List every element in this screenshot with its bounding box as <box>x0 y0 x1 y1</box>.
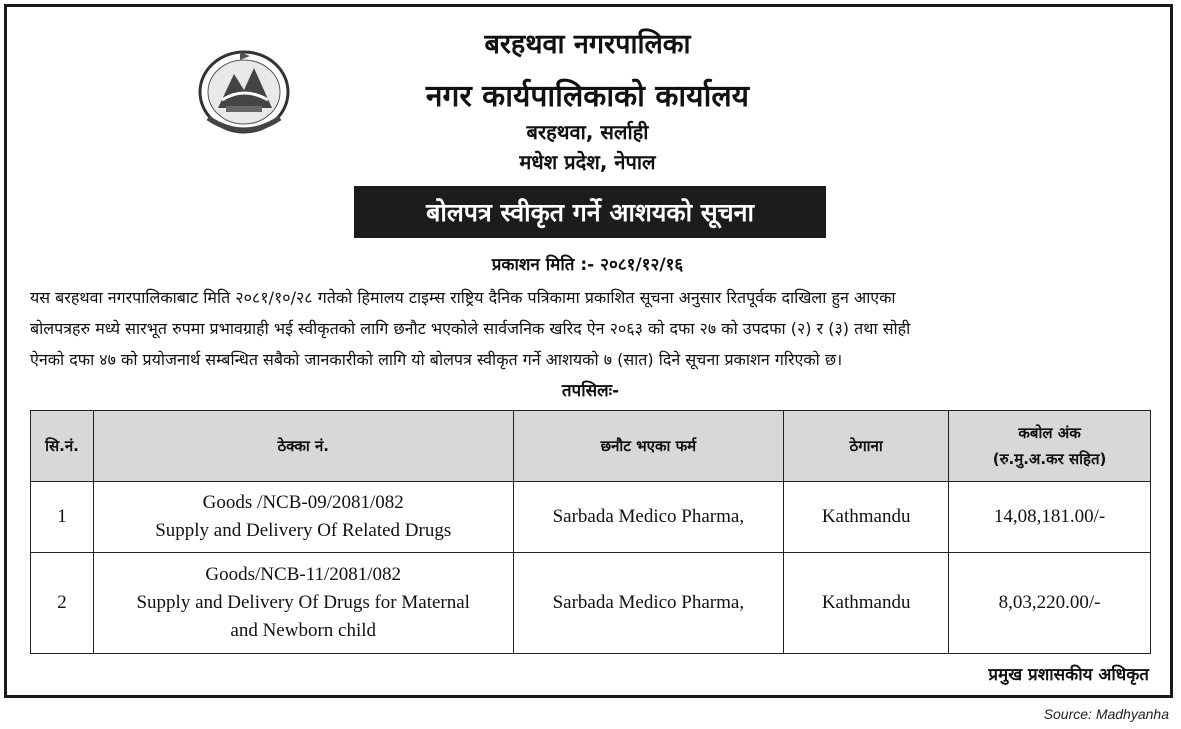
publication-date: प्रकाशन मिति :- २०८१/१२/१६ <box>491 255 684 275</box>
award-table <box>30 410 1151 654</box>
contract-description: Supply and Delivery Of Drugs for Maternal <box>136 592 470 613</box>
bid-amount-label: कबोल अंक <box>1018 424 1081 442</box>
table-row <box>31 482 1151 553</box>
table-row <box>31 553 1151 654</box>
row-contract <box>93 482 513 553</box>
notice-body-line-3: ऐनको दफा ४७ को प्रयोजनार्थ सम्बन्धित सबैको जानकारीको लागि यो बोलपत्र स्वीकृत गर्ने आशयको ७ (सात) दिने सूचना प्रकाशन गरिएको छ। <box>30 350 843 369</box>
office-location: बरहथवा, सर्लाही <box>526 120 649 144</box>
source-credit: Source: Madhyanha <box>1043 706 1169 722</box>
table-header-row <box>31 411 1151 482</box>
row-amount: 8,03,220.00/- <box>949 553 1151 654</box>
row-amount: 14,08,181.00/- <box>949 482 1151 553</box>
row-contract <box>93 553 513 654</box>
bid-amount-vat-note: (रु.मु.अ.कर सहित) <box>992 450 1107 468</box>
col-header-sn: सि.नं. <box>31 411 94 482</box>
row-firm: Sarbada Medico Pharma, <box>513 482 784 553</box>
signatory-title: प्रमुख प्रशासकीय अधिकृत <box>988 665 1149 685</box>
contract-number: Goods /NCB-09/2081/082 <box>202 492 404 513</box>
notice-body-line-2: बोलपत्रहरु मध्ये सारभूत रुपमा प्रभावग्राही भई स्वीकृतको लागि छनौट भएकोले सार्वजनिक खरिद ऐन २०६३ को दफा २७ को उपदफा (२) र (३) तथा सोही <box>30 319 911 338</box>
col-header-bid-amount <box>949 411 1151 482</box>
notice-title-banner: बोलपत्र स्वीकृत गर्ने आशयको सूचना <box>354 186 826 238</box>
notice-body-line-1: यस बरहथवा नगरपालिकाबाट मिति २०८१/१०/२८ गतेको हिमालय टाइम्स राष्ट्रिय दैनिक पत्रिकामा प्रकाशित सूचना अनुसार रितपूर्वक दाखिला हुन आएका <box>30 288 896 307</box>
row-sn: 1 <box>31 482 94 553</box>
col-header-address: ठेगाना <box>784 411 949 482</box>
contract-description: Supply and Delivery Of Related Drugs <box>155 520 452 541</box>
office-name: नगर कार्यपालिकाको कार्यालय <box>425 79 750 114</box>
contract-description-cont: and Newborn child <box>230 620 377 641</box>
row-firm: Sarbada Medico Pharma, <box>513 553 784 654</box>
office-province: मधेश प्रदेश, नेपाल <box>519 150 656 174</box>
contract-number: Goods/NCB-11/2081/082 <box>205 564 402 585</box>
details-label: तपसिलः- <box>561 381 620 401</box>
row-address: Kathmandu <box>784 482 949 553</box>
row-address: Kathmandu <box>784 553 949 654</box>
col-header-selected-firm: छनौट भएका फर्म <box>513 411 784 482</box>
municipality-name: बरहथवा नगरपालिका <box>484 29 691 60</box>
col-header-contract-no: ठेक्का नं. <box>93 411 513 482</box>
row-sn: 2 <box>31 553 94 654</box>
